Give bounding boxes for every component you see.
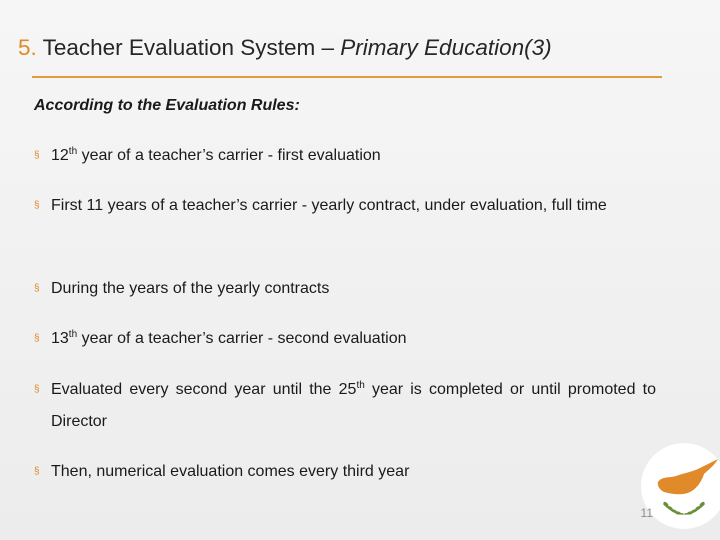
bullet-text: Then, numerical evaluation comes every third year bbox=[51, 463, 410, 480]
bullet-text: 13th year of a teacher’s carrier - second evaluation bbox=[51, 329, 407, 347]
subtitle: According to the Evaluation Rules: bbox=[34, 97, 300, 114]
bullet-item-1 bbox=[34, 140, 656, 172]
bullet-item-6 bbox=[34, 456, 656, 488]
bullet-text: During the years of the yearly contracts bbox=[51, 280, 330, 297]
slide-title bbox=[18, 34, 552, 62]
bullet-marker-icon: § bbox=[34, 333, 40, 344]
title-number: 5. bbox=[18, 35, 37, 60]
title-divider bbox=[32, 76, 662, 78]
bullet-marker-icon: § bbox=[34, 150, 40, 161]
bullet-text: 12th year of a teacher’s carrier - first evaluation bbox=[51, 146, 381, 164]
bullet-text: Evaluated every second year until the 25th year is completed or until promoted to Director bbox=[51, 380, 656, 430]
page-number: 11 bbox=[640, 506, 653, 520]
title-italic: Primary Education(3) bbox=[340, 35, 552, 60]
bullet-item-2 bbox=[34, 190, 656, 222]
bullet-marker-icon: § bbox=[34, 200, 40, 211]
bullet-item-5 bbox=[34, 374, 656, 438]
bullet-marker-icon: § bbox=[34, 384, 40, 395]
bullet-item-3 bbox=[34, 273, 656, 305]
title-main: Teacher Evaluation System – bbox=[42, 35, 335, 60]
bullet-marker-icon: § bbox=[34, 466, 40, 477]
bullet-text: First 11 years of a teacher’s carrier - yearly contract, under evaluation, full time bbox=[51, 197, 607, 214]
bullet-marker-icon: § bbox=[34, 283, 40, 294]
bullet-item-4 bbox=[34, 323, 656, 355]
